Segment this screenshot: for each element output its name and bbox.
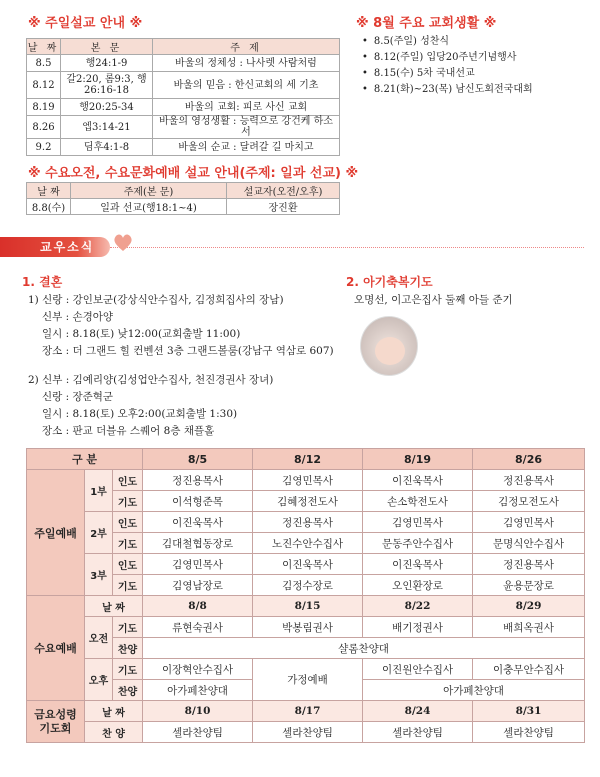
table-row: [27, 617, 585, 638]
wed-header-topic: 주제(본 문): [71, 183, 227, 199]
cell: 이진욱목사: [363, 470, 473, 491]
list-item: • 8.12(주일) 입당20주년기념행사: [362, 50, 533, 66]
list-item: • 8.21(화)~23(목) 남신도회전국대회: [362, 82, 533, 98]
sunday-label: 주일예배: [27, 470, 85, 596]
sermon-date: 8.5: [27, 55, 61, 72]
table-row: [27, 659, 585, 680]
sermon-topic: 바울의 정체성 : 나사렛 사람처럼: [153, 55, 340, 72]
cell: 김영남장로: [143, 575, 253, 596]
table-row: [27, 139, 340, 156]
wedding-2-groom: 신랑 : 장준혁군: [42, 391, 114, 403]
cell: 이충무안수집사: [473, 659, 585, 680]
wed-topic: 일과 선교(행18:1~4): [71, 199, 227, 215]
cell: 이석형준목: [143, 491, 253, 512]
table-row: [27, 596, 585, 617]
cell: 이진원안수집사: [363, 659, 473, 680]
cell: 김혜정전도사: [253, 491, 363, 512]
list-item: • 8.15(수) 5차 국내선교: [362, 66, 533, 82]
cell: 정진용목사: [473, 470, 585, 491]
cell: 박봉림권사: [253, 617, 363, 638]
schedule-corner: 구 분: [27, 449, 143, 470]
sermon-text: 갈2:20, 롬9:3, 행26:16-18: [61, 72, 153, 99]
row-label: 날 짜: [85, 701, 143, 722]
friday-label: [27, 701, 85, 743]
wed-preacher: 장진환: [227, 199, 340, 215]
cell: 배희옥권사: [473, 617, 585, 638]
sunday-date: 8/12: [253, 449, 363, 470]
cell: 김영민목사: [363, 512, 473, 533]
wedding-section: [22, 274, 334, 440]
row-label: 기도: [113, 491, 143, 512]
row-label: 찬양: [113, 680, 143, 701]
row-label: 기도: [113, 575, 143, 596]
cell: 아가페찬양대: [143, 680, 253, 701]
cell: 김영민목사: [143, 554, 253, 575]
worship-schedule-table: [26, 448, 585, 743]
table-row: [27, 72, 340, 99]
wednesday-date: 8/22: [363, 596, 473, 617]
service-part: 오전: [85, 617, 113, 659]
divider: [110, 247, 584, 248]
wedding-1-groom: 1) 신랑 : 강인보군(강상식안수집사, 김정희집사의 장남): [28, 294, 284, 306]
wedding-1-time: 일시 : 8.18(토) 낮12:00(교회출발 11:00): [42, 328, 241, 340]
wedding-2-place: 장소 : 판교 더블유 스퀘어 8층 채플홀: [42, 425, 215, 437]
sermon-date: 8.12: [27, 72, 61, 99]
baby-blessing-section: [346, 274, 513, 309]
sermon-text: 행24:1-9: [61, 55, 153, 72]
sermon-header-topic: 주 제: [153, 39, 340, 55]
cell: 정진용목사: [143, 470, 253, 491]
row-label: 기도: [113, 533, 143, 554]
cell: 김영민목사: [473, 512, 585, 533]
baby-text: 오명선, 이고은집사 둘째 아들 준기: [354, 294, 513, 306]
table-row: [27, 701, 585, 722]
cell: 김정수장로: [253, 575, 363, 596]
cell: 류현숙권사: [143, 617, 253, 638]
friday-date: 8/10: [143, 701, 253, 722]
wedding-2-time: 일시 : 8.18(토) 오후2:00(교회출발 1:30): [42, 408, 238, 420]
wednesday-sermon-title: ※ 수요오전, 수요문화예배 설교 안내(주제: 일과 선교) ※: [28, 166, 359, 181]
cell: 배기정권사: [363, 617, 473, 638]
events-title: ※ 8월 주요 교회생활 ※: [356, 16, 497, 31]
sunday-date: 8/5: [143, 449, 253, 470]
heart-icon: [112, 233, 134, 253]
friday-label-line2: 기도회: [39, 721, 72, 735]
list-item: • 8.5(주일) 성찬식: [362, 34, 533, 50]
table-row: [27, 554, 585, 575]
cell: 윤용문장로: [473, 575, 585, 596]
sermon-text: 딤후4:1-8: [61, 139, 153, 156]
service-part: 3부: [85, 554, 113, 596]
wednesday-date: 8/29: [473, 596, 585, 617]
cell: 이장혁안수집사: [143, 659, 253, 680]
sermon-text: 엡3:14-21: [61, 116, 153, 139]
wednesday-label: 수요예배: [27, 596, 85, 701]
sermon-text: 행20:25-34: [61, 99, 153, 116]
wed-date: 8.8(수): [27, 199, 71, 215]
cell: 이진욱목사: [253, 554, 363, 575]
table-row: [27, 470, 585, 491]
cell: 이진욱목사: [363, 554, 473, 575]
sermon-date: 9.2: [27, 139, 61, 156]
cell: 셀라찬양팀: [253, 722, 363, 743]
row-label: 찬양: [113, 638, 143, 659]
table-row: [27, 722, 585, 743]
sermon-topic: 바울의 교회: 피로 사신 교회: [153, 99, 340, 116]
cell: 김대철협동장로: [143, 533, 253, 554]
wedding-1-bride: 신부 : 손경아양: [42, 311, 114, 323]
sunday-date: 8/19: [363, 449, 473, 470]
cell: 샬롬찬양대: [143, 638, 585, 659]
wedding-1-place: 장소 : 더 그랜드 힐 컨벤션 3층 그랜드볼룸(강남구 역삼로 607): [42, 345, 334, 357]
row-label: 인도: [113, 512, 143, 533]
service-part: 2부: [85, 512, 113, 554]
sermon-topic: 바울의 믿음 : 한신교회의 세 기초: [153, 72, 340, 99]
baby-heading: 2. 아기축복기도: [346, 275, 433, 289]
service-part: 1부: [85, 470, 113, 512]
friday-date: 8/24: [363, 701, 473, 722]
cell: 손소학전도사: [363, 491, 473, 512]
cell: 셀라찬양팀: [363, 722, 473, 743]
row-label: 기도: [113, 617, 143, 638]
wed-header-date: 날 짜: [27, 183, 71, 199]
sermon-topic: 바울의 영성생활 : 능력으로 강건케 하소서: [153, 116, 340, 139]
friday-date: 8/17: [253, 701, 363, 722]
row-label: 날 짜: [85, 596, 143, 617]
cell: 문동주안수집사: [363, 533, 473, 554]
sermon-header-text: 본 문: [61, 39, 153, 55]
cell: 김정모전도사: [473, 491, 585, 512]
cell: 셀라찬양팀: [473, 722, 585, 743]
wednesday-date: 8/15: [253, 596, 363, 617]
row-label: 기도: [113, 659, 143, 680]
table-row: [27, 116, 340, 139]
service-part: 오후: [85, 659, 113, 701]
wedding-2-bride: 2) 신부 : 김예리양(김성업안수집사, 천진경권사 장녀): [28, 374, 274, 386]
cell: 문명식안수집사: [473, 533, 585, 554]
cell: 노진수안수집사: [253, 533, 363, 554]
table-row: [27, 512, 585, 533]
events-list: [362, 34, 533, 98]
sermon-date: 8.26: [27, 116, 61, 139]
table-row: [27, 99, 340, 116]
cell: 정진용목사: [473, 554, 585, 575]
sunday-date: 8/26: [473, 449, 585, 470]
baby-photo: [360, 316, 418, 376]
wednesday-sermon-table: [26, 182, 340, 215]
sermon-table: [26, 38, 340, 156]
news-banner: [0, 233, 600, 261]
banner-title: 교우소식: [40, 240, 95, 254]
row-label: 인도: [113, 470, 143, 491]
cell: 이진욱목사: [143, 512, 253, 533]
cell: 김영민목사: [253, 470, 363, 491]
cell: 오인환장로: [363, 575, 473, 596]
cell: 아가페찬양대: [363, 680, 585, 701]
table-row: [27, 199, 340, 215]
friday-label-line1: 금요성령: [34, 707, 77, 721]
baby-face: [375, 337, 405, 365]
sermon-title: ※ 주일설교 안내 ※: [28, 16, 143, 31]
row-label: 찬 양: [85, 722, 143, 743]
cell: 정진용목사: [253, 512, 363, 533]
wedding-heading: 1. 결혼: [22, 275, 63, 289]
sermon-topic: 바울의 순교 : 달려갈 길 마치고: [153, 139, 340, 156]
cell: 가정예배: [253, 659, 363, 701]
cell: 셀라찬양팀: [143, 722, 253, 743]
table-row: [27, 55, 340, 72]
wednesday-date: 8/8: [143, 596, 253, 617]
friday-date: 8/31: [473, 701, 585, 722]
sermon-header-date: 날 짜: [27, 39, 61, 55]
row-label: 인도: [113, 554, 143, 575]
wed-header-preacher: 설교자(오전/오후): [227, 183, 340, 199]
sermon-date: 8.19: [27, 99, 61, 116]
